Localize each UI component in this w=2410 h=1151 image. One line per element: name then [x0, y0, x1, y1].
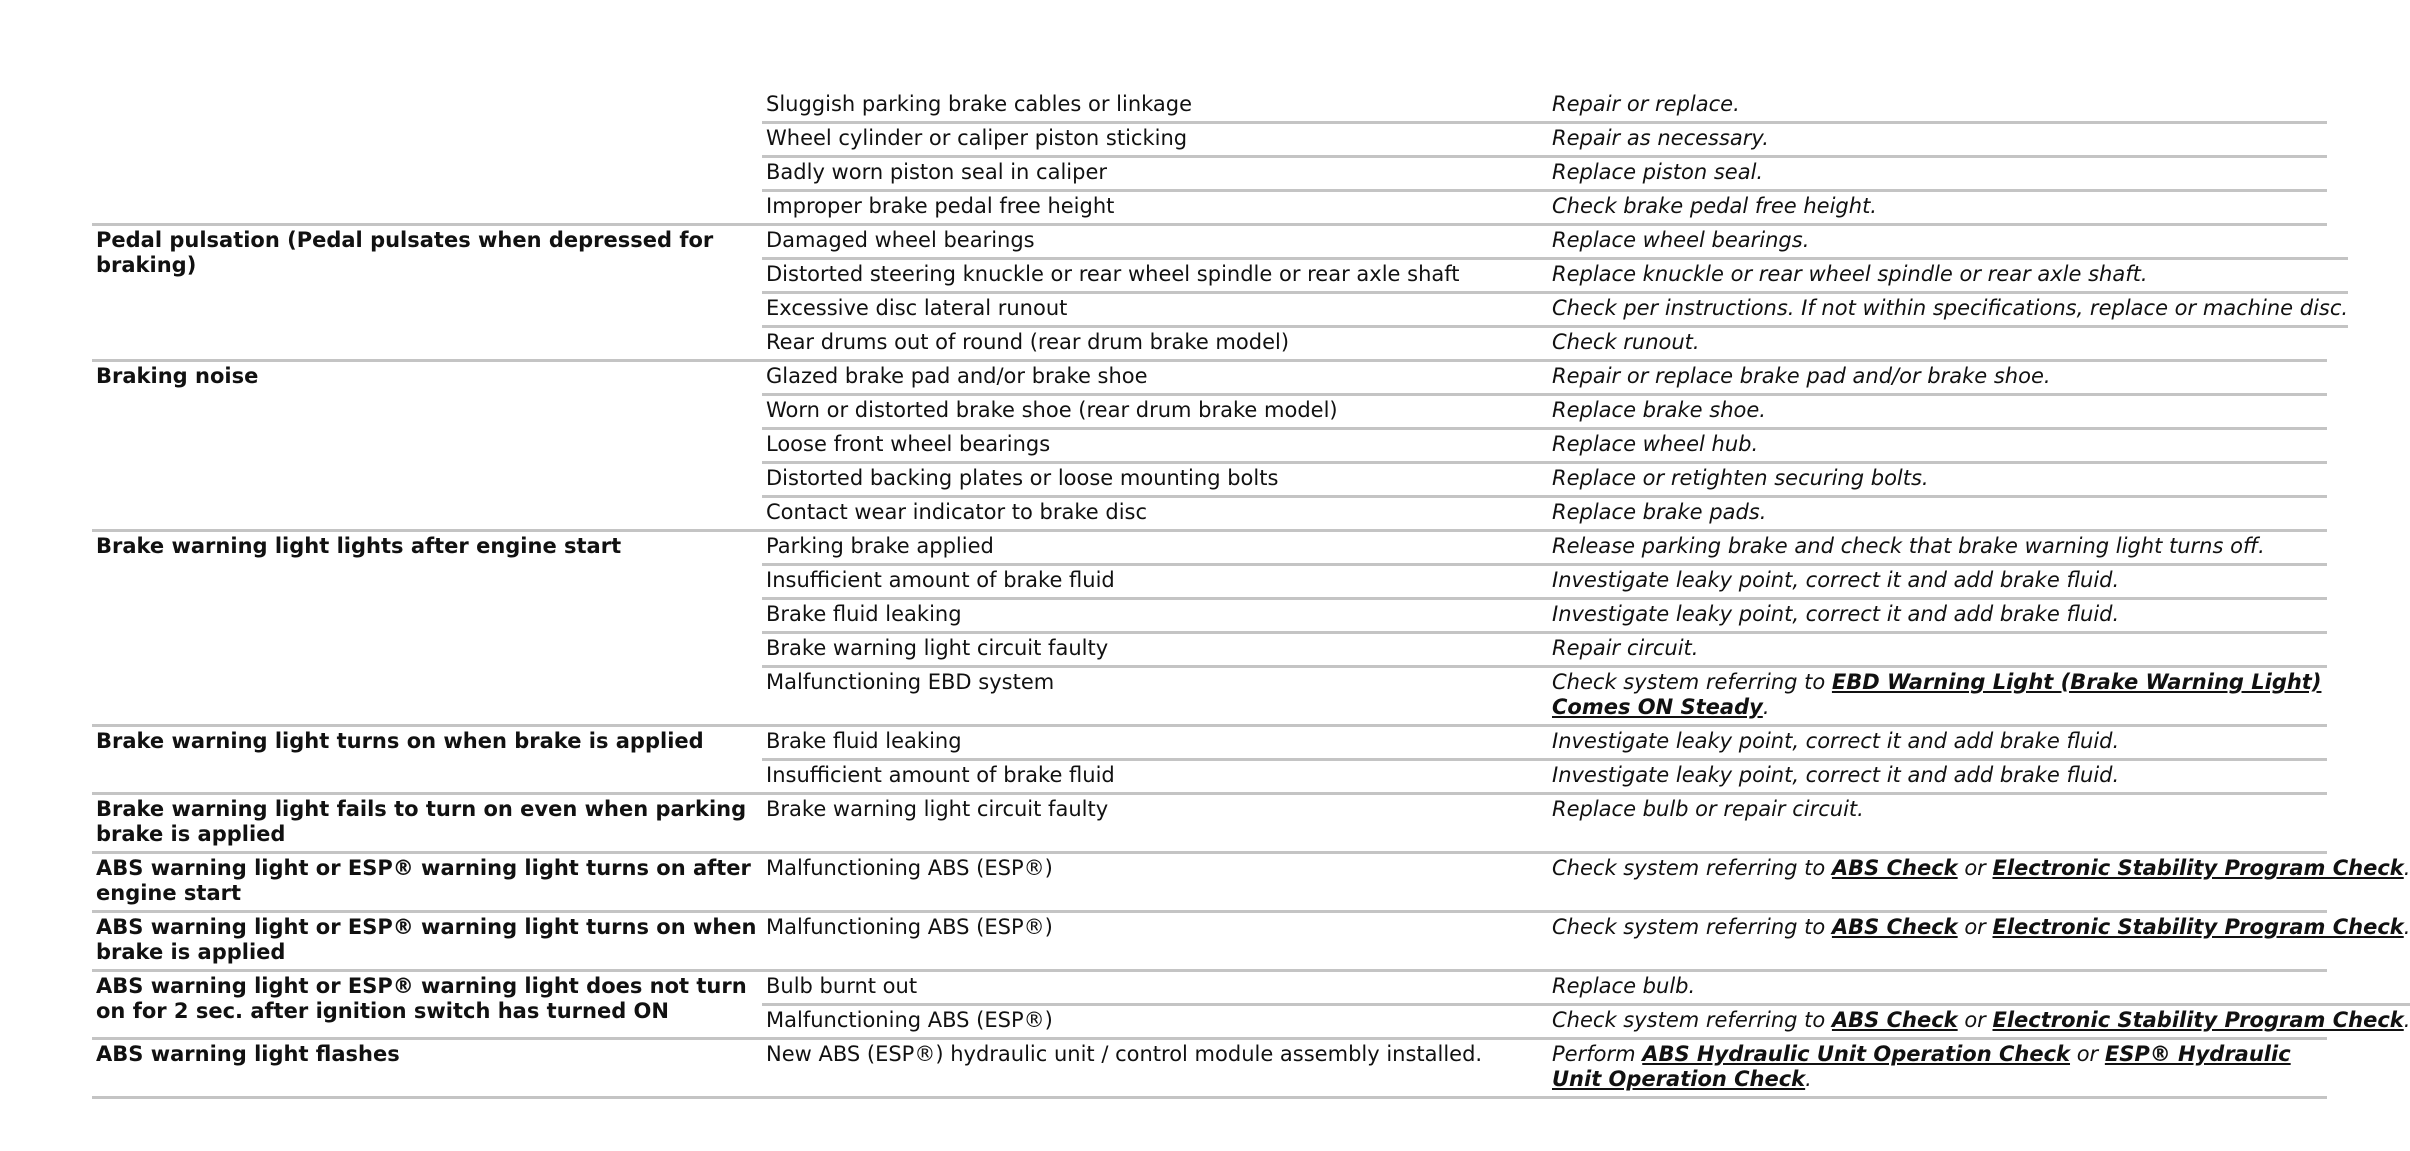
symptom-cell: Pedal pulsation (Pedal pulsates when depressed for braking) [96, 228, 714, 277]
table-row [762, 668, 2327, 724]
remedy-text: or [1957, 1008, 1993, 1032]
remedy-text: Check runout. [1552, 330, 1700, 354]
reference-link[interactable]: Electronic Stability Program Check [1992, 856, 2404, 880]
remedy-text: . [2403, 856, 2410, 880]
table-row [762, 795, 2327, 826]
remedy-text: Repair circuit. [1552, 636, 1699, 660]
remedy-cell [1548, 727, 2327, 758]
remedy-text: or [2070, 1042, 2105, 1066]
cause-cell: Glazed brake pad and/or brake shoe [766, 364, 1148, 388]
cause-cell: Insufficient amount of brake fluid [766, 763, 1115, 787]
table-row [762, 294, 2348, 328]
table-row [762, 430, 2327, 464]
symptom-cell: Brake warning light turns on when brake is applied [96, 729, 704, 753]
cause-cell: Rear drums out of round (rear drum brake model) [766, 330, 1290, 354]
cause-cell: Malfunctioning ABS (ESP®) [766, 1008, 1053, 1032]
cause-cell: Brake warning light circuit faulty [766, 636, 1109, 660]
symptom-cell: Braking noise [96, 364, 259, 388]
symptom-group [92, 90, 2327, 226]
remedy-text: or [1957, 856, 1993, 880]
remedy-text: Check system referring to [1552, 670, 1832, 694]
remedy-text: Investigate leaky point, correct it and add brake fluid. [1552, 568, 2120, 592]
remedy-text: Replace or retighten securing bolts. [1552, 466, 1929, 490]
symptom-group [92, 913, 2410, 972]
cause-cell: Brake fluid leaking [766, 602, 962, 626]
cause-cell: Worn or distorted brake shoe (rear drum brake model) [766, 398, 1338, 422]
table-row [762, 634, 2327, 668]
table-row [762, 913, 2410, 944]
cause-cell: Contact wear indicator to brake disc [766, 500, 1148, 524]
remedy-text: . [1762, 695, 1770, 719]
cause-cell: Brake warning light circuit faulty [766, 797, 1109, 821]
cause-cell: Insufficient amount of brake fluid [766, 568, 1115, 592]
remedy-text: Investigate leaky point, correct it and add brake fluid. [1552, 763, 2120, 787]
remedy-text: . [1805, 1067, 1812, 1091]
symptom-cell: ABS warning light or ESP® warning light turns on after engine start [96, 856, 751, 905]
table-row [762, 226, 2348, 260]
cause-cell: Distorted backing plates or loose mounting bolts [766, 466, 1279, 490]
remedy-text: Replace bulb or repair circuit. [1552, 797, 1864, 821]
table-row [762, 260, 2348, 294]
table-row [762, 90, 2327, 124]
remedy-cell [1548, 226, 2348, 257]
reference-link[interactable]: ABS Check [1831, 915, 1958, 939]
remedy-text: Investigate leaky point, correct it and add brake fluid. [1552, 729, 2120, 753]
remedy-cell [1548, 328, 2348, 359]
cause-cell: Damaged wheel bearings [766, 228, 1035, 252]
reference-link[interactable]: ABS Hydraulic Unit Operation Check [1642, 1042, 2071, 1066]
remedy-text: Release parking brake and check that brake warning light turns off. [1552, 534, 2265, 558]
cause-cell: Brake fluid leaking [766, 729, 962, 753]
reference-link[interactable]: ABS Check [1831, 1008, 1958, 1032]
remedy-cell [1548, 464, 2327, 495]
remedy-text: Replace piston seal. [1552, 160, 1764, 184]
symptom-cell: ABS warning light or ESP® warning light turns on when brake is applied [96, 915, 757, 964]
symptom-group [92, 972, 2410, 1040]
remedy-text: Check system referring to [1552, 856, 1832, 880]
symptom-group [92, 226, 2349, 362]
symptom-group [92, 362, 2327, 532]
remedy-cell [1548, 1006, 2410, 1037]
remedy-cell [1548, 913, 2410, 944]
remedy-text: Replace bulb. [1552, 974, 1696, 998]
symptom-group [92, 854, 2410, 913]
remedy-cell [1548, 396, 2327, 427]
remedy-cell [1548, 158, 2327, 189]
table-row [762, 396, 2327, 430]
table-row [762, 532, 2327, 566]
cause-cell: Parking brake applied [766, 534, 994, 558]
remedy-cell [1548, 972, 2410, 1003]
table-row [762, 727, 2327, 761]
symptom-cell: ABS warning light or ESP® warning light does not turn on for 2 sec. after ignition switch has turned ON [96, 974, 747, 1023]
remedy-cell [1548, 1040, 2327, 1096]
table-row [762, 600, 2327, 634]
cause-cell: New ABS (ESP®) hydraulic unit / control module assembly installed. [766, 1042, 1483, 1066]
remedy-cell [1548, 498, 2327, 529]
remedy-text: Replace knuckle or rear wheel spindle or rear axle shaft. [1552, 262, 2148, 286]
cause-cell: Wheel cylinder or caliper piston sticking [766, 126, 1188, 150]
symptom-group [92, 1040, 2327, 1099]
remedy-cell [1548, 260, 2348, 291]
remedy-cell [1548, 362, 2327, 393]
cause-cell: Malfunctioning ABS (ESP®) [766, 856, 1053, 880]
cause-cell: Distorted steering knuckle or rear wheel spindle or rear axle shaft [766, 262, 1460, 286]
symptom-cell [92, 90, 762, 223]
symptom-cell: Brake warning light fails to turn on even when parking brake is applied [96, 797, 747, 846]
table-row [762, 464, 2327, 498]
table-row [762, 566, 2327, 600]
symptom-cell: Brake warning light lights after engine start [96, 534, 622, 558]
table-row [762, 972, 2410, 1006]
remedy-cell [1548, 192, 2327, 223]
remedy-text: Repair as necessary. [1552, 126, 1769, 150]
remedy-text: Investigate leaky point, correct it and add brake fluid. [1552, 602, 2120, 626]
remedy-text: Perform [1552, 1042, 1643, 1066]
remedy-text: Check per instructions. If not within specifications, replace or machine disc. [1552, 296, 2349, 320]
table-row [762, 192, 2327, 223]
remedy-text: Replace brake shoe. [1552, 398, 1766, 422]
table-row [762, 362, 2327, 396]
remedy-cell [1548, 761, 2327, 792]
remedy-cell [1548, 795, 2327, 826]
remedy-text: or [1957, 915, 1993, 939]
cause-cell: Malfunctioning EBD system [766, 670, 1055, 694]
remedy-text: . [2403, 915, 2410, 939]
table-row [762, 1040, 2327, 1096]
table-row [762, 124, 2327, 158]
remedy-text: Check system referring to [1552, 1008, 1832, 1032]
reference-link[interactable]: Electronic Stability Program Check [1992, 1008, 2404, 1032]
reference-link[interactable]: ABS Check [1831, 856, 1958, 880]
remedy-text: Replace brake pads. [1552, 500, 1767, 524]
remedy-text: Check system referring to [1552, 915, 1832, 939]
remedy-text: Check brake pedal free height. [1552, 194, 1877, 218]
cause-cell: Loose front wheel bearings [766, 432, 1051, 456]
cause-cell: Excessive disc lateral runout [766, 296, 1068, 320]
remedy-text: . [2403, 1008, 2410, 1032]
remedy-cell [1548, 634, 2327, 665]
cause-cell: Bulb burnt out [766, 974, 918, 998]
remedy-cell [1548, 854, 2410, 885]
remedy-text: Repair or replace brake pad and/or brake shoe. [1552, 364, 2051, 388]
remedy-cell [1548, 294, 2348, 325]
remedy-cell [1548, 90, 2327, 121]
reference-link[interactable]: ESP® Hydraulic Unit Operation Check [1552, 1042, 2291, 1091]
reference-link[interactable]: EBD Warning Light (Brake Warning Light) Comes ON Steady [1552, 670, 2322, 719]
symptom-cell: ABS warning light flashes [96, 1042, 400, 1066]
remedy-text: Replace wheel hub. [1552, 432, 1759, 456]
troubleshooting-table [92, 90, 2410, 1099]
cause-cell: Sluggish parking brake cables or linkage [766, 92, 1193, 116]
table-row [762, 158, 2327, 192]
symptom-group [92, 532, 2327, 727]
cause-cell: Badly worn piston seal in caliper [766, 160, 1108, 184]
reference-link[interactable]: Electronic Stability Program Check [1992, 915, 2404, 939]
remedy-cell [1548, 532, 2327, 563]
remedy-text: Repair or replace. [1552, 92, 1740, 116]
cause-cell: Malfunctioning ABS (ESP®) [766, 915, 1053, 939]
remedy-cell [1548, 668, 2327, 724]
table-row [762, 761, 2327, 792]
remedy-cell [1548, 600, 2327, 631]
table-row [762, 328, 2348, 359]
symptom-group [92, 727, 2327, 795]
remedy-cell [1548, 430, 2327, 461]
table-row [762, 854, 2410, 885]
table-row [762, 498, 2327, 529]
table-row [762, 1006, 2410, 1037]
remedy-text: Replace wheel bearings. [1552, 228, 1810, 252]
symptom-group [92, 795, 2327, 854]
remedy-cell [1548, 566, 2327, 597]
remedy-cell [1548, 124, 2327, 155]
cause-cell: Improper brake pedal free height [766, 194, 1115, 218]
